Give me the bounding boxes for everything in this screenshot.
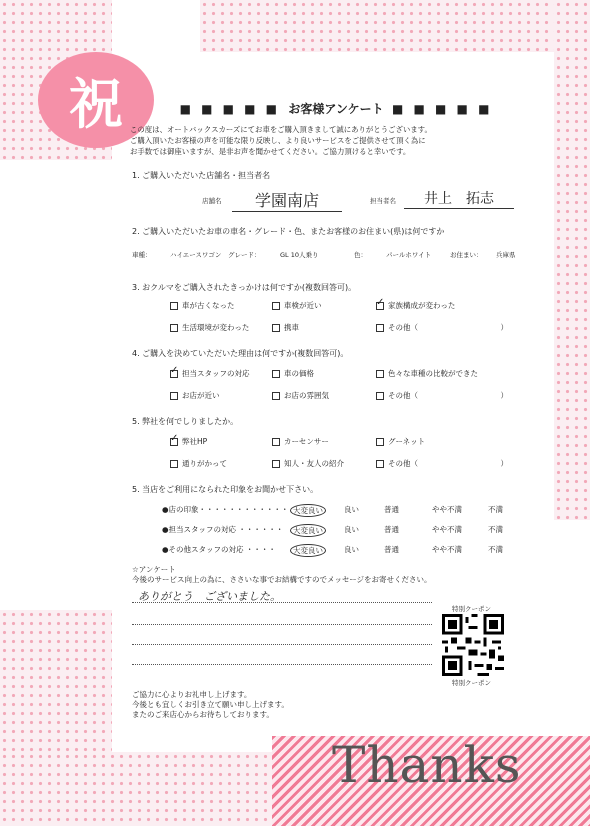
rating-option-label: 良い <box>344 505 359 514</box>
intro-line: ご購入頂いたお客様の声を可能な限り反映し、より良いサービスをご提供させて頂く為に <box>130 136 426 145</box>
coupon-caption-top: 特別クーポン <box>452 605 491 613</box>
q5-option[interactable]: グーネット <box>376 436 425 447</box>
rating-option[interactable] <box>432 524 462 535</box>
rating-option-label: 大変良い <box>290 504 326 517</box>
intro-line: この度は、オートバックスカーズにてお車をご購入頂きまして誠にありがとうございます。 <box>130 125 432 134</box>
q5-heading: 5. 弊社を何でしりましたか。 <box>132 417 239 426</box>
title-squares-left: ■ ■ ■ ■ ■ <box>179 102 280 116</box>
q3-option[interactable]: 車が古くなった <box>170 300 235 311</box>
staff-label: 担当者名 <box>370 197 396 205</box>
q4-option[interactable]: ✓ 担当スタッフの対応 <box>170 368 250 379</box>
rating-option[interactable] <box>344 544 359 555</box>
rating-option[interactable] <box>290 544 326 557</box>
q2-heading: 2. ご購入いただいたお車の車名・グレード・色、またお客様のお住まい(県)は何ですか <box>132 227 445 236</box>
checkbox[interactable] <box>170 324 178 332</box>
handwritten-answer: ありがとう ございました。 <box>138 590 281 603</box>
intro-line: お手数では御座いますが、是非お声を聞かせてください。ご協力頂けると幸いです。 <box>130 147 411 156</box>
footer-line: 今後とも宜しくお引き立て願い申し上げます。 <box>132 700 289 709</box>
rating-option-label: 不満 <box>488 525 503 534</box>
rating-option-label: 大変良い <box>290 544 326 557</box>
grade-value: GL 10人乗り <box>280 251 319 259</box>
checkbox[interactable] <box>170 438 178 446</box>
q1-heading: 1. ご購入いただいた店舗名・担当者名 <box>132 171 271 180</box>
store-name: 学園南店 <box>232 188 342 212</box>
q5-option[interactable]: ✓ 弊社HP <box>170 436 207 447</box>
rating-option[interactable] <box>384 544 399 555</box>
grade-label: グレード： <box>228 251 261 259</box>
rating-option[interactable] <box>488 544 503 555</box>
survey-title <box>146 100 526 117</box>
checkbox[interactable] <box>376 302 384 310</box>
checkbox[interactable] <box>272 392 280 400</box>
coupon-caption-bottom: 特別クーポン <box>452 679 491 687</box>
q3-heading: 3. おクルマをご購入されたきっかけは何ですか(複数回答可)。 <box>132 283 357 292</box>
answer-line <box>132 624 432 625</box>
q4-option[interactable]: その他（ ） <box>376 390 508 401</box>
checkbox[interactable] <box>272 302 280 310</box>
checkbox[interactable] <box>272 438 280 446</box>
rating-option[interactable] <box>290 504 326 517</box>
checkbox[interactable] <box>376 438 384 446</box>
checkbox[interactable] <box>272 460 280 468</box>
checkbox[interactable] <box>170 370 178 378</box>
title-text: お客様アンケート <box>288 102 384 116</box>
rating-option-label: 良い <box>344 545 359 554</box>
rating-option[interactable] <box>290 524 326 537</box>
model-value: ハイエースワゴン <box>170 251 222 259</box>
footer-line: またのご来店心からお待ちしております。 <box>132 710 274 719</box>
rating-option[interactable] <box>344 524 359 535</box>
rating-option[interactable] <box>384 524 399 535</box>
q4-option[interactable]: 色々な車種の比較ができた <box>376 368 478 379</box>
rating-option-label: 大変良い <box>290 524 326 537</box>
title-squares-right: ■ ■ ■ ■ ■ <box>392 102 493 116</box>
q3-option[interactable]: ✓ 家族構成が変わった <box>376 300 455 311</box>
q6-heading: 5. 当店をご利用になられた印象をお聞かせ下さい。 <box>132 485 319 494</box>
pref-label: お住まい： <box>450 251 483 259</box>
pink-dot-pattern-right <box>554 0 590 520</box>
coupon-qr-code[interactable] <box>442 614 504 676</box>
q5-option[interactable]: 知人・友人の紹介 <box>272 458 344 469</box>
pink-dot-pattern-bottom <box>0 752 280 826</box>
checkbox[interactable] <box>272 324 280 332</box>
checkbox[interactable] <box>376 392 384 400</box>
checkbox[interactable] <box>272 370 280 378</box>
answer-line <box>132 664 432 665</box>
rating-option[interactable] <box>344 504 359 515</box>
q5-option[interactable]: カーセンサー <box>272 436 329 447</box>
rating-option[interactable] <box>432 544 462 555</box>
answer-line <box>132 644 432 645</box>
intro-text <box>130 124 550 157</box>
q5-option[interactable]: 通りがかって <box>170 458 227 469</box>
q4-heading: 4. ご購入を決めていただいた理由は何ですか(複数回答可)。 <box>132 349 349 358</box>
footer-message <box>132 690 289 720</box>
rating-option-label: 普通 <box>384 545 399 554</box>
celebration-badge: 祝 <box>38 52 154 148</box>
color-label: 色： <box>354 251 367 259</box>
q4-option[interactable]: お店の雰囲気 <box>272 390 329 401</box>
model-label: 車種： <box>132 251 152 259</box>
q3-option[interactable]: 生活環境が変わった <box>170 322 249 333</box>
checkbox[interactable] <box>170 302 178 310</box>
rating-option-label: 良い <box>344 525 359 534</box>
rating-row-label: ●その他スタッフの対応 ・・・・ <box>162 545 276 554</box>
rating-option-label: 普通 <box>384 505 399 514</box>
q4-option[interactable]: お店が近い <box>170 390 220 401</box>
rating-option[interactable] <box>488 524 503 535</box>
rating-option-label: 不満 <box>488 505 503 514</box>
store-label: 店舗名 <box>202 197 222 205</box>
checkbox[interactable] <box>170 460 178 468</box>
q3-option[interactable]: 車検が近い <box>272 300 322 311</box>
answer-line <box>132 602 432 603</box>
checkbox[interactable] <box>170 392 178 400</box>
q3-option[interactable]: その他（ ） <box>376 322 508 333</box>
checkbox[interactable] <box>376 460 384 468</box>
rating-row-label: ●店の印象・・・・・・・・・・・・ <box>162 505 289 514</box>
rating-row-label: ●担当スタッフの対応 ・・・・・・ <box>162 525 284 534</box>
color-value: パールホワイト <box>386 251 432 259</box>
footer-line: ご協力に心よりお礼申し上げます。 <box>132 690 252 699</box>
q5-option[interactable]: その他（ ） <box>376 458 508 469</box>
staff-name: 井上 拓志 <box>404 188 514 209</box>
checkbox[interactable] <box>376 324 384 332</box>
free-prompt: 今後のサービス向上の為に、ささいな事でお結構ですのでメッセージをお寄せください。 <box>132 575 432 584</box>
rating-option-label: 不満 <box>488 545 503 554</box>
rating-option-label: やや不満 <box>432 525 462 534</box>
rating-option[interactable] <box>384 504 399 515</box>
rating-option-label: 普通 <box>384 525 399 534</box>
free-heading: ☆アンケート <box>132 565 176 574</box>
q3-option[interactable]: 携車 <box>272 322 299 333</box>
rating-option-label: やや不満 <box>432 545 462 554</box>
rating-option-label: やや不満 <box>432 505 462 514</box>
thanks-lettering: Thanks <box>332 736 522 794</box>
checkbox[interactable] <box>376 370 384 378</box>
pref-value: 兵庫県 <box>496 251 516 259</box>
pink-dot-pattern-top <box>200 0 590 60</box>
rating-option[interactable] <box>488 504 503 515</box>
rating-option[interactable] <box>432 504 462 515</box>
q4-option[interactable]: 車の価格 <box>272 368 314 379</box>
